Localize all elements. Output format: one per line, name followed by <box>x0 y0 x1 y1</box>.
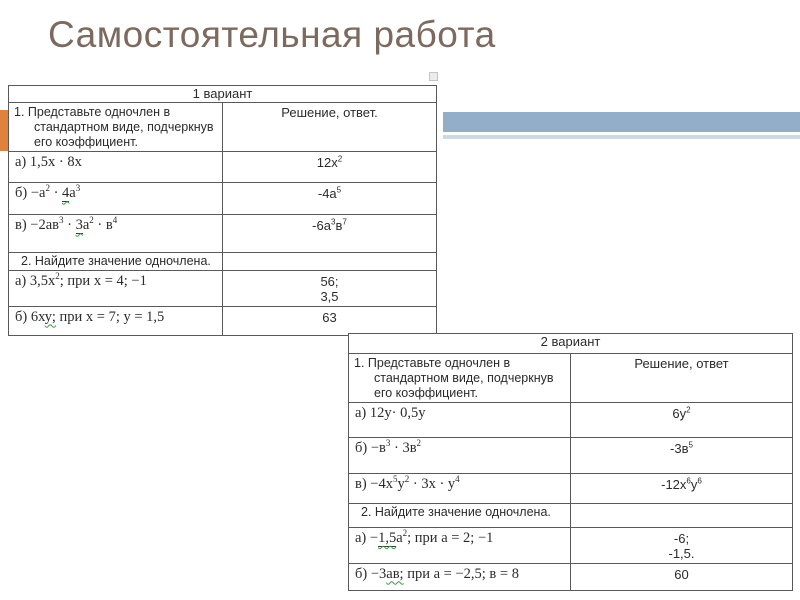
table-row <box>9 183 437 215</box>
table-cell-task-instruction: 1. Представьте одночлен в стандартном виде, подчеркнув его коэффициент. <box>9 103 223 152</box>
table-cell-answer: $6y^2$ <box>571 403 793 438</box>
table-row <box>9 152 437 183</box>
table-cell-task-math: а) 12y· 0,5y <box>349 403 571 438</box>
table-row <box>349 334 793 354</box>
table-cell-task-math: б) −3ав; при а = −2,5; в = 8 <box>349 563 571 590</box>
table-corner-handle <box>429 72 438 81</box>
table-cell-answer: $-12x^6y^6$ <box>571 474 793 504</box>
table-cell-answer: $-6а^3в^7$ <box>223 215 437 253</box>
table-cell-answer: 60 <box>571 563 793 590</box>
table-row <box>9 271 437 307</box>
table-cell-task-math: $в) -2ав^3 \cdot 3а^2 \cdot в^4$ <box>9 215 223 253</box>
table-row <box>9 253 437 271</box>
table-row <box>349 563 793 590</box>
blue-accent-bar <box>443 112 800 132</box>
table-row <box>349 354 793 403</box>
blue-accent-bar-light <box>443 135 800 139</box>
table-cell-answer: $-3в^5$ <box>571 438 793 474</box>
page-title: Самостоятельная работа <box>48 14 496 55</box>
table-cell-task-math: а) 1,5x · 8x <box>9 152 223 183</box>
table-cell-answer-multiline: -6; -1,5. <box>571 528 793 564</box>
table-cell-answer <box>223 253 437 271</box>
table-cell-section-label: 2. Найдите значение одночлена. <box>9 253 223 271</box>
table-cell-task-math: $а) -1,5а^2$; при а = 2; −1 <box>349 528 571 564</box>
table-row <box>349 504 793 528</box>
table-cell-task-math: $в) -4x^5y^2 \cdot 3x \cdot y^4$ <box>349 474 571 504</box>
table-cell-answer-header: Решение, ответ. <box>223 103 437 152</box>
table-cell-answer-header: Решение, ответ <box>571 354 793 403</box>
table-row <box>9 86 437 103</box>
table-cell-answer: 63 <box>223 306 437 335</box>
table-cell-answer: $12x^2$ <box>223 152 437 183</box>
table-cell-task-math: б) 6ху; при x = 7; у = 1,5 <box>9 306 223 335</box>
table-row <box>9 215 437 253</box>
table-row <box>349 528 793 564</box>
worksheet-table-variant-2 <box>348 333 793 591</box>
table-cell-task-math: $б) -в^3 \cdot 3в^2$ <box>349 438 571 474</box>
table-row <box>9 306 437 335</box>
table-row <box>349 438 793 474</box>
table-cell-variant-title: 1 вариант <box>9 86 437 103</box>
table-cell-answer-multiline: 56; 3,5 <box>223 271 437 307</box>
table-cell-variant-title: 2 вариант <box>349 334 793 354</box>
table-row <box>349 403 793 438</box>
worksheet-table-variant-1 <box>8 85 437 336</box>
table-cell-task-math: $б) -a^2 \cdot 4a^3$ <box>9 183 223 215</box>
table-cell-task-instruction: 1. Представьте одночлен в стандартном виде, подчеркнув его коэффициент. <box>349 354 571 403</box>
table-cell-answer <box>571 504 793 528</box>
table-cell-task-math: а) $3,5x^2$; при x = 4; −1 <box>9 271 223 307</box>
table-row <box>9 103 437 152</box>
table-cell-section-label: 2. Найдите значение одночлена. <box>349 504 571 528</box>
table-cell-answer: $-4a^5$ <box>223 183 437 215</box>
table-row <box>349 474 793 504</box>
